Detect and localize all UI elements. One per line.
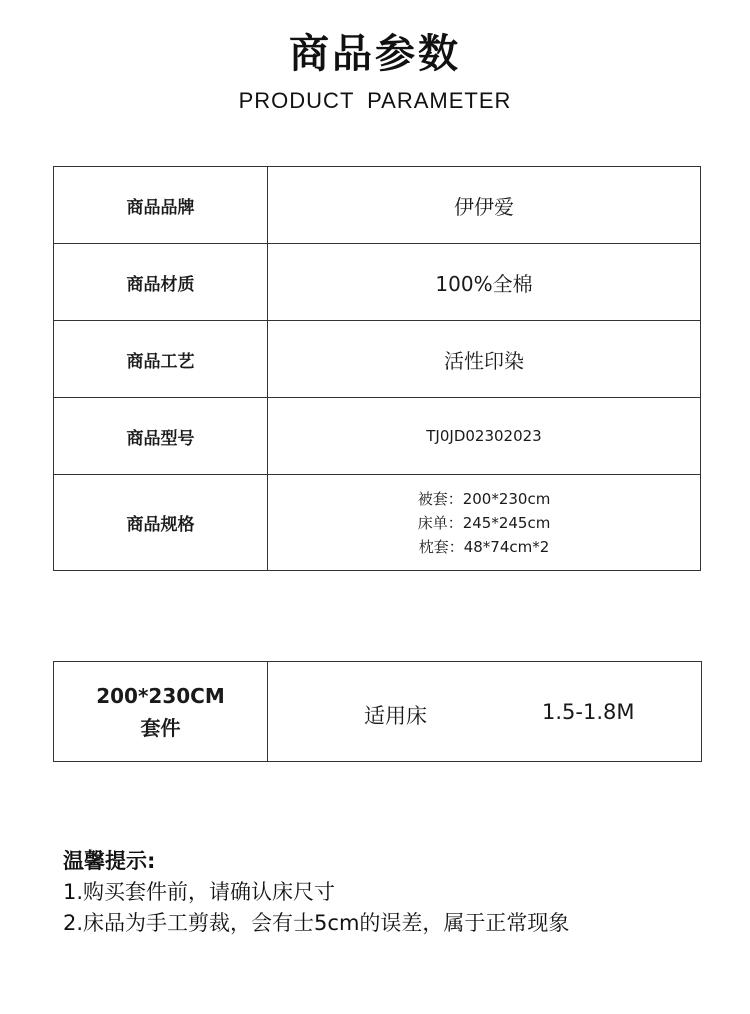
spec-label: 商品规格	[54, 475, 268, 571]
table-row	[54, 321, 701, 398]
craft-label: 商品工艺	[54, 321, 268, 398]
set-size: 200*230CM	[96, 683, 225, 708]
table-row	[54, 167, 701, 244]
tip-item: 1.购买套件前，请确认床尺寸	[63, 880, 336, 904]
bed-fit-table	[53, 661, 702, 762]
brand-label: 商品品牌	[54, 167, 268, 244]
brand-value: 伊伊爱	[268, 167, 701, 244]
bed-fit-label: 适用床	[364, 704, 427, 728]
material-label: 商品材质	[54, 244, 268, 321]
tips-section	[63, 846, 569, 939]
table-row	[54, 398, 701, 475]
table-row	[54, 475, 701, 571]
bed-fit-value: 1.5-1.8M	[542, 700, 635, 724]
material-value: 100%全棉	[268, 244, 701, 321]
set-label: 套件	[140, 715, 181, 740]
model-value: TJ0JD02302023	[268, 398, 701, 475]
bed-fit-cell	[268, 662, 702, 762]
spec-bed-sheet: 床单：245*245cm	[417, 513, 551, 532]
set-size-cell	[54, 662, 268, 762]
spec-duvet-cover: 被套：200*230cm	[417, 489, 551, 508]
page-title: 商品参数	[289, 31, 461, 77]
table-row	[54, 244, 701, 321]
tip-item: 2.床品为手工剪裁，会有士5cm的误差，属于正常现象	[63, 911, 570, 935]
page-subtitle: PRODUCT PARAMETER	[238, 88, 512, 113]
craft-value: 活性印染	[268, 321, 701, 398]
model-label: 商品型号	[54, 398, 268, 475]
product-parameter-table	[53, 166, 701, 571]
spec-value	[268, 475, 701, 571]
spec-pillowcase: 枕套：48*74cm*2	[418, 537, 550, 556]
tips-title: 温馨提示:	[63, 849, 156, 873]
table-row	[54, 662, 702, 762]
